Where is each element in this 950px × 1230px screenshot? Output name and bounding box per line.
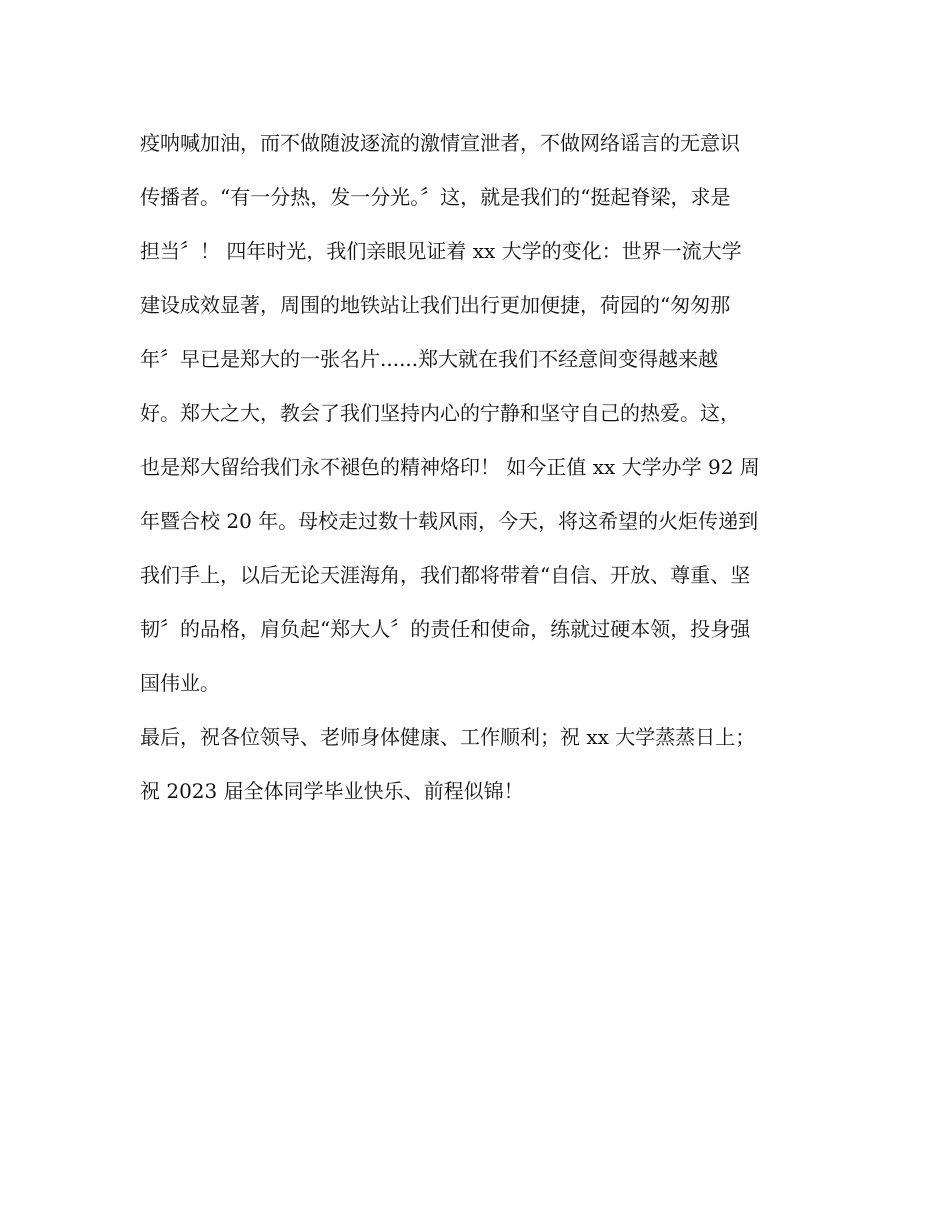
text-line: 也是郑大留给我们永不褪色的精神烙印！ 如今正值 xx 大学办学 92 周 xyxy=(140,455,760,479)
text-line: 担当〞！ 四年时光，我们亲眼见证着 xx 大学的变化：世界一流大学 xyxy=(140,239,742,263)
document-body xyxy=(140,116,820,818)
text-line: 疫呐喊加油，而不做随波逐流的激情宣泄者，不做网络谣言的无意识 xyxy=(140,131,740,155)
text-line: 年暨合校 20 年。母校走过数十载风雨，今天，将这希望的火炬传递到 xyxy=(140,509,759,533)
text-line: 韧〞的品格，肩负起“郑大人〞的责任和使命，练就过硬本领，投身强 xyxy=(140,617,751,641)
text-line: 祝 2023 届全体同学毕业快乐、前程似锦！ xyxy=(140,779,524,803)
text-line: 年〞早已是郑大的一张名片......郑大就在我们不经意间变得越来越 xyxy=(140,347,719,371)
text-line: 最后，祝各位领导、老师身体健康、工作顺利；祝 xx 大学蒸蒸日上； xyxy=(140,725,756,749)
text-line: 好。郑大之大，教会了我们坚持内心的宁静和坚守自己的热爱。这， xyxy=(140,401,740,425)
text-line: 建设成效显著，周围的地铁站让我们出行更加便捷，荷园的“匆匆那 xyxy=(140,293,731,317)
text-line: 传播者。“有一分热，发一分光。〞这，就是我们的“挺起脊梁，求是 xyxy=(140,185,731,209)
paragraph-2 xyxy=(140,710,820,818)
paragraph-1 xyxy=(140,116,820,710)
text-line: 国伟业。 xyxy=(140,671,220,695)
text-line: 我们手上，以后无论天涯海角，我们都将带着“自信、开放、尊重、坚 xyxy=(140,563,751,587)
